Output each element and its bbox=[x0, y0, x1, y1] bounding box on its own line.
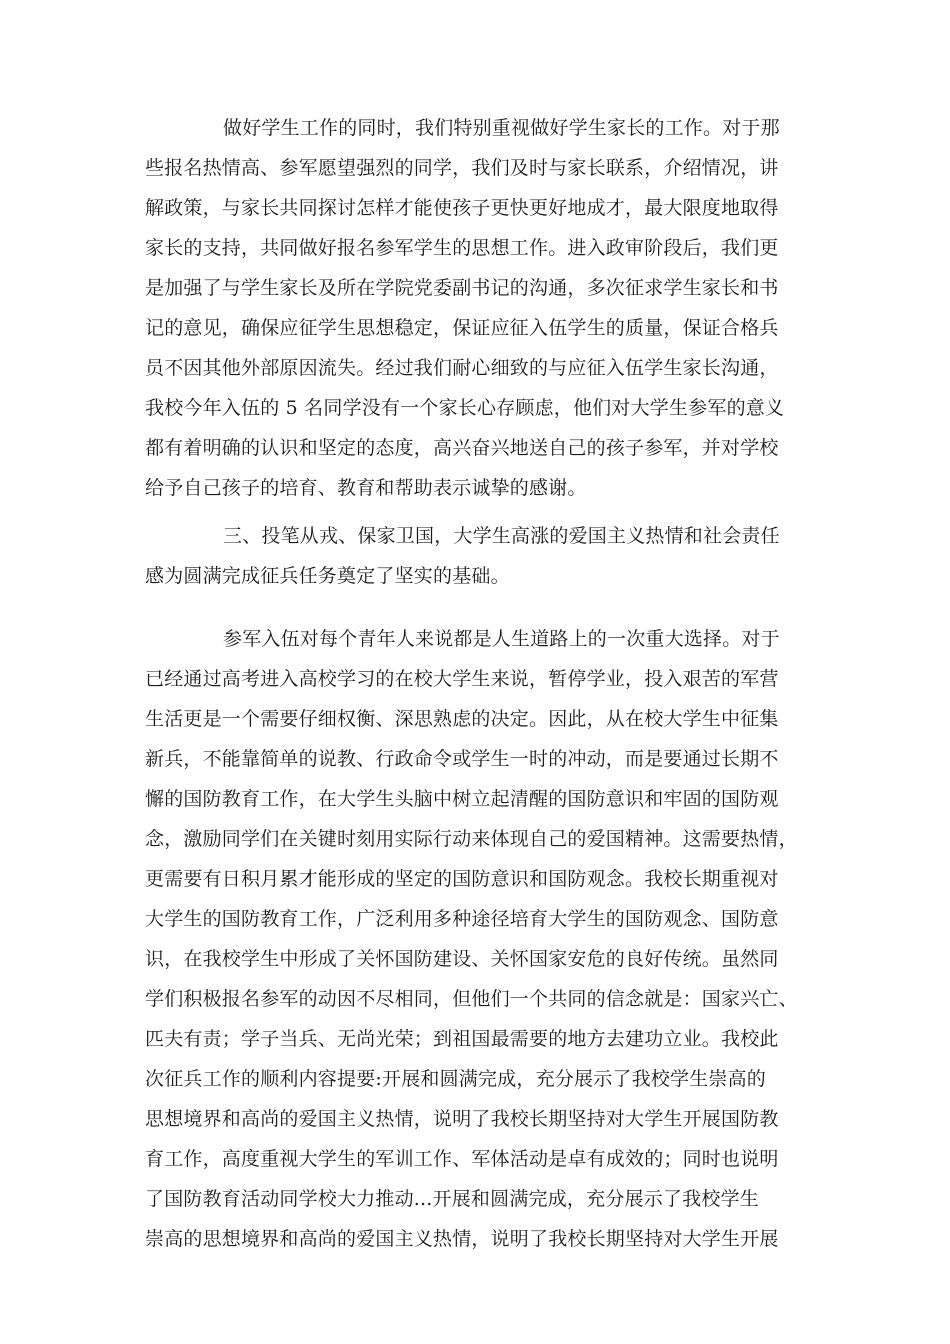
text-line: 次征兵工作的顺利内容提要:开展和圆满完成，充分展示了我校学生崇高的 bbox=[145, 1068, 767, 1090]
text-line: 员不因其他外部原因流失。经过我们耐心细致的与应征入伍学生家长沟通， bbox=[145, 357, 779, 379]
section-heading-three bbox=[145, 516, 825, 596]
text-line: 育工作，高度重视大学生的军训工作、军体活动是卓有成效的；同时也说明 bbox=[145, 1148, 779, 1170]
text-line: 学们积极报名参军的动因不尽相同，但他们一个共同的信念就是：国家兴亡、 bbox=[145, 988, 798, 1010]
text-line: 大学生的国防教育工作，广泛利用多种途径培育大学生的国防观念、国防意 bbox=[145, 908, 779, 930]
text-line: 崇高的思想境界和高尚的爱国主义热情，说明了我校长期坚持对大学生开展 bbox=[145, 1228, 779, 1250]
text-line: 新兵，不能靠简单的说教、行政命令或学生一时的冲动，而是要通过长期不 bbox=[145, 748, 779, 770]
text-line: 记的意见，确保应征学生思想稳定，保证应征入伍学生的质量，保证合格兵 bbox=[145, 317, 779, 339]
text-line: 做好学生工作的同时，我们特别重视做好学生家长的工作。对于那 bbox=[223, 117, 780, 139]
text-line: 识，在我校学生中形成了关怀国防建设、关怀国家安危的良好传统。虽然同 bbox=[145, 948, 779, 970]
text-line: 更需要有日积月累才能形成的坚定的国防意识和国防观念。我校长期重视对 bbox=[145, 868, 779, 890]
text-line: 已经通过高考进入高校学习的在校大学生来说，暂停学业，投入艰苦的军营 bbox=[145, 668, 779, 690]
text-line: 懈的国防教育工作，在大学生头脑中树立起清醒的国防意识和牢固的国防观 bbox=[145, 788, 779, 810]
text-line: 念，激励同学们在关键时刻用实际行动来体现自己的爱国精神。这需要热情， bbox=[145, 828, 798, 850]
text-line: 是加强了与学生家长及所在学院党委副书记的沟通，多次征求学生家长和书 bbox=[145, 277, 779, 299]
text-line: 感为圆满完成征兵任务奠定了坚实的基础。 bbox=[145, 565, 510, 587]
text-line: 三、投笔从戎、保家卫国，大学生高涨的爱国主义热情和社会责任 bbox=[223, 525, 780, 547]
text-line: 思想境界和高尚的爱国主义热情，说明了我校长期坚持对大学生开展国防教 bbox=[145, 1108, 779, 1130]
text-line: 些报名热情高、参军愿望强烈的同学，我们及时与家长联系，介绍情况，讲 bbox=[145, 157, 779, 179]
text-line: 参军入伍对每个青年人来说都是人生道路上的一次重大选择。对于 bbox=[223, 628, 780, 650]
text-line: 给予自己孩子的培育、教育和帮助表示诚挚的感谢。 bbox=[145, 477, 587, 499]
text-line: 我校今年入伍的 5 名同学没有一个家长心存顾虑，他们对大学生参军的意义 bbox=[145, 397, 785, 419]
text-line: 解政策，与家长共同探讨怎样才能使孩子更快更好地成才，最大限度地取得 bbox=[145, 197, 779, 219]
text-line: 都有着明确的认识和坚定的态度，高兴奋兴地送自己的孩子参军，并对学校 bbox=[145, 437, 779, 459]
paragraph-national-defense bbox=[145, 619, 825, 1259]
text-line: 生活更是一个需要仔细权衡、深思熟虑的决定。因此，从在校大学生中征集 bbox=[145, 708, 779, 730]
text-line: 匹夫有责；学子当兵、无尚光荣；到祖国最需要的地方去建功立业。我校此 bbox=[145, 1028, 779, 1050]
paragraph-parent-work bbox=[145, 108, 825, 508]
text-line: 了国防教育活动同学校大力推动...开展和圆满完成，充分展示了我校学生 bbox=[145, 1188, 759, 1210]
text-line: 家长的支持，共同做好报名参军学生的思想工作。进入政审阶段后，我们更 bbox=[145, 237, 779, 259]
